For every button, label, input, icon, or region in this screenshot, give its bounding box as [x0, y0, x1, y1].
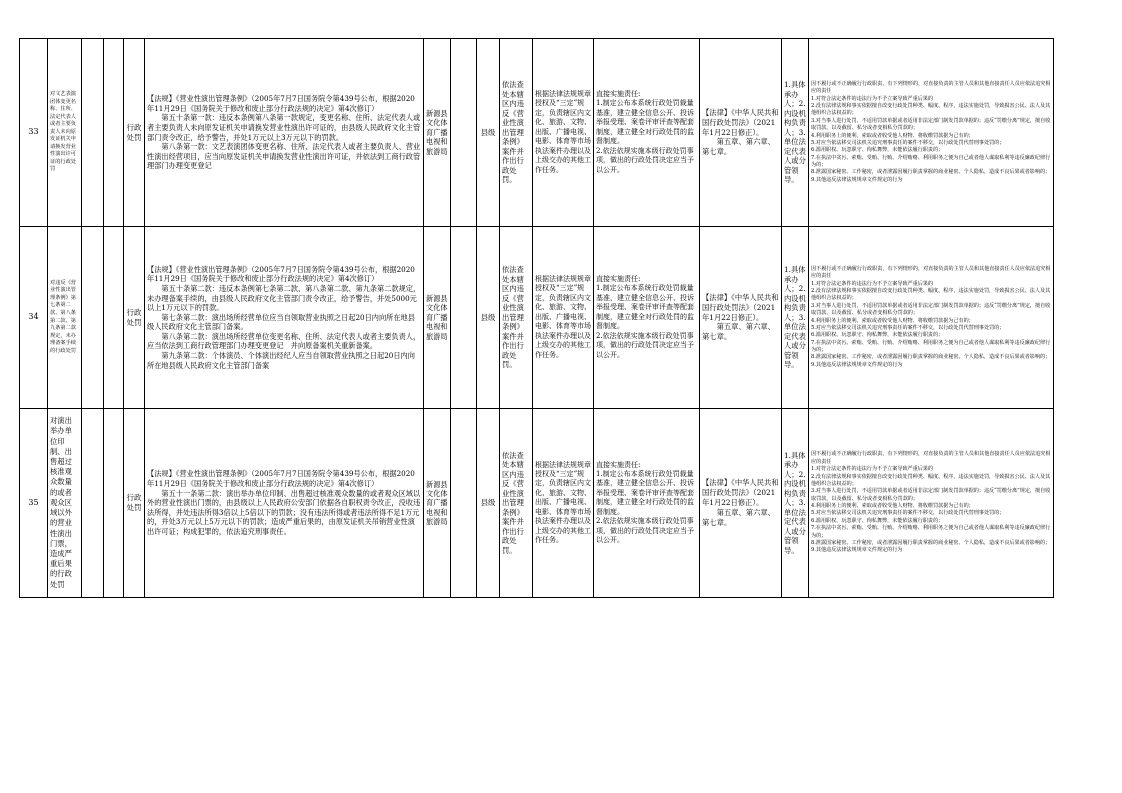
row-number: 34: [20, 227, 48, 409]
legal-basis-paragraph: 第八条第二款：演出场所经营单位变更名称、住所、法定代表人或者主要负责人，应当依法到工商行政管理部门办理变更登记 并向原备案机关重新备案。: [147, 331, 421, 351]
law-chapters: 第五章、第六章、第七章。: [702, 507, 775, 527]
accountability-item: 2.没有法律法规和事实依据擅自改变行政处罚种类、幅度、程序，违法实施处罚，导致损害公民、法人及其他组织合法权益的；: [811, 103, 1051, 117]
law-chapters: 第五章、第六章、第七章。: [702, 137, 775, 157]
accountability-clauses: [809, 227, 1054, 409]
exercise-level: 县级: [477, 227, 500, 409]
accountability-item: 1.对符合法定条件的违法行为不予立案导致严重后果的: [811, 95, 934, 102]
item-name: 对文艺表演团体变更名称、住所、法定代表人或者主要负责人未向原发证机关申请换发营业性演出许可证的行政处罚: [48, 39, 82, 227]
duty-item: 2.依法依规实施本级行政处罚事项，做出的行政处罚决定应当予以公开。: [596, 517, 694, 545]
table-row: [20, 227, 1054, 409]
accountability-item: 1.对符合法定条件的违法行为不予立案导致严重后果的: [811, 280, 934, 287]
responsibility-scope: 依法查处本辖区内违反《营业性演出管理条例》案件并作出行政处罚。: [500, 409, 533, 598]
empty-cell: [82, 39, 104, 227]
law-chapters: 第五章、第六章、第七章。: [702, 322, 775, 342]
empty-cell: [451, 39, 477, 227]
accountability-item: 2.没有法律法规和事实依据擅自改变行政处罚种类、幅度、程序，违法实施处罚，导致损害公民、法人及其他组织合法权益的；: [811, 473, 1051, 487]
accountability-item: 4.利用职务上的便利，索取或者收受他人财物、将收缴罚款据为己有的；: [811, 503, 974, 509]
responsible-subject: 1.具体承办人；2.内设机构负责人；3.单位法定代表人或分管领导。: [782, 227, 809, 409]
table-row: [20, 409, 1054, 598]
accountability-item: 8.泄露国家秘密、工作秘密，或者泄露因履行职责掌握的商业秘密、个人隐私，造成不良后果或者影响的；: [811, 354, 1051, 361]
responsibility-scope: 依法查处本辖区内违反《营业性演出管理条例》案件并作出行政处罚。: [500, 227, 533, 409]
accountability-item: 因不履行或不正确履行行政职责，有下列情形的，对直接负责的主管人员和其他直接责任人员应依法追究相应的责任: [811, 80, 1051, 95]
empty-cell: [104, 39, 124, 227]
law-title: 【法律】《中华人民共和国行政处罚法》（2021年1月22日修正）。: [702, 292, 779, 322]
legal-basis-paragraph: 【法规】《营业性演出管理条例》（2005年7月7日国务院令第439号公布，根据2020年11月29日《国务院关于修改和废止部分行政法规的决定》第4次修订）: [147, 94, 415, 113]
implementing-department: 新源县文化体育广播电视和旅游局: [424, 227, 451, 409]
legal-basis-paragraph: 第七条第二款：演出场所经营单位应当自领取营业执照之日起20日内向所在地县级人民政府文化主管部门备案。: [147, 312, 415, 332]
legal-basis: [145, 227, 424, 409]
duty-item: 1.制定公布本系统行政处罚裁量基准，建立健全信息公开、投诉举报受理、案卷评审评查等配套制度，建立健全对行政处罚的监督制度。: [596, 99, 694, 146]
accountability-item: 5.对应当依法移交司法机关追究刑事责任的案件不移交，以行政处罚代替刑事处罚的；: [811, 139, 1005, 146]
accountability-item: 7.在执法中贪污、索贿、受贿、行贿、介绍贿赂、利用职务之便为自己或者他人谋取私利等违反廉政纪律行为的；: [811, 525, 1051, 539]
legal-basis-paragraph: 第五十条第二款：违反本条例第七条第二款、第八条第二款、第九条第二款规定，未办理备案手续的，由县级人民政府文化主管部门责令改正，给予警告，并处5000元以上1万元以下的罚款。: [147, 283, 421, 313]
row-number: 33: [20, 39, 48, 227]
duty-item: 2.依法依规实施本级行政处罚事项，做出的行政处罚决定应当予以公开。: [596, 331, 694, 359]
empty-cell: [82, 227, 104, 409]
table-row: [20, 39, 1054, 227]
accountability-item: 2.没有法律法规和事实依据擅自改变行政处罚种类、幅度、程序，违法实施处罚，导致损害公民、法人及其他组织合法权益的；: [811, 288, 1051, 302]
duty-item: 1.制定公布本系统行政处罚裁量基准，建立健全信息公开、投诉举报受理、案卷评审评查等配套制度，建立健全对行政处罚的监督制度。: [596, 469, 694, 516]
duty-basis: 根据法律法规规章授权及“三定”规定，负责辖区内文化、旅游、文物、出版、广播电视、电影、体育等市场执法案件办理以及上级交办的其他工作任务。: [533, 39, 594, 227]
accountability-item: 9.其他违反法律法规规章文件规定的行为: [811, 361, 903, 368]
law-title: 【法律】《中华人民共和国行政处罚法》（2021年1月22日修正）。: [702, 478, 779, 508]
accountability-item: 6.滥用职权、玩忽职守、徇私舞弊，未能依法履行职责的；: [811, 517, 944, 524]
duty-item: 2.依法依规实施本级行政处罚事项，做出的行政处罚决定应当予以公开。: [596, 146, 694, 174]
empty-cell: [82, 409, 104, 598]
duty-item: 直接实施责任:: [596, 460, 641, 469]
empty-cell: [451, 409, 477, 598]
accountability-item: 因不履行或不正确履行行政职责，有下列情形的，对直接负责的主管人员和其他直接责任人员应依法追究相应的责任: [811, 451, 1051, 465]
accountability-item: 1.对符合法定条件的违法行为不予立案导致严重后果的: [811, 466, 934, 473]
accountability-item: 8.泄露国家秘密、工作秘密，或者泄露因履行职责掌握的商业秘密、个人隐私，造成不良后果或者影响的；: [811, 539, 1051, 546]
duty-basis: 根据法律法规规章授权及“三定”规定，负责辖区内文化、旅游、文物、出版、广播电视、电影、体育等市场执法案件办理以及上级交办的其他工作任务。: [533, 409, 594, 598]
law-reference: [700, 39, 782, 227]
accountability-item: 5.对应当依法移交司法机关追究刑事责任的案件不移交，以行政处罚代替刑事处罚的；: [811, 324, 1005, 331]
accountability-item: 4.利用职务上的便利，索取或者收受他人财物、将收缴罚款据为己有的；: [811, 317, 974, 324]
accountability-item: 7.在执法中贪污、索贿、受贿、行贿、介绍贿赂、利用职务之便为自己或者他人谋取私利等违反廉政纪律行为的；: [811, 154, 1051, 168]
accountability-item: 因不履行或不正确履行行政职责，有下列情形的，对直接负责的主管人员和其他直接责任人员应依法追究相应的责任: [811, 265, 1051, 280]
empty-cell: [104, 227, 124, 409]
legal-basis-paragraph: 第九条第二款：个体演员、个体演出经纪人应当自领取营业执照之日起20日内向所在地县级人民政府文化主管部门备案: [147, 351, 415, 370]
exercise-level: 县级: [477, 39, 500, 227]
implementing-department: 新源县文化体育广播电视和旅游局: [424, 409, 451, 598]
legal-basis-paragraph: 第五十一条第二款：演出举办单位印制、出售超过核准观众数量的或者观众区域以外的营业性演出门票的，由县级以上人民政府公安部门依据各自职权责令改正，没收违法所得，并处违法所得3倍以上5倍以下的罚款；没有违法所得或者违法所得不足1万元的，并处3万元以上5万元以下的罚款；造成严重后果的，由原发证机关吊销营业性演出许可证；构成犯罪的，依法追究刑事责任。: [147, 488, 421, 536]
legal-basis: [145, 409, 424, 598]
row-number: 35: [20, 409, 48, 598]
item-type: 行政处罚: [124, 39, 145, 227]
duty-items: [594, 409, 700, 598]
accountability-item: 6.滥用职权、玩忽职守、徇私舞弊，未能依法履行职责的；: [811, 332, 944, 339]
accountability-clauses: [809, 39, 1054, 227]
responsible-subject: 1.具体承办人；2.内设机构负责人；3.单位法定代表人或分管领导。: [782, 409, 809, 598]
accountability-item: 5.对应当依法移交司法机关追究刑事责任的案件不移交，以行政处罚代替刑事处罚的；: [811, 510, 1005, 517]
item-type: 行政处罚: [124, 227, 145, 409]
accountability-item: 9.其他违反法律法规规章文件规定的行为: [811, 176, 903, 183]
law-title: 【法律】《中华人民共和国行政处罚法》（2021年1月22日修正）。: [702, 107, 779, 137]
accountability-item: 6.滥用职权、玩忽职守、徇私舞弊，未能依法履行职责的；: [811, 147, 944, 154]
item-type: 行政处罚: [124, 409, 145, 598]
accountability-item: 8.泄露国家秘密、工作秘密，或者泄露因履行职责掌握的商业秘密、个人隐私，造成不良后果或者影响的；: [811, 169, 1051, 176]
accountability-clauses: [809, 409, 1054, 598]
empty-cell: [104, 409, 124, 598]
law-reference: [700, 227, 782, 409]
legal-basis-paragraph: 【法规】《营业性演出管理条例》（2005年7月7日国务院令第439号公布，根据2020年11月29日《国务院关于修改和废止部分行政法规的决定》第4次修订）: [147, 264, 415, 284]
duty-items: [594, 39, 700, 227]
responsible-subject: 1.具体承办人；2.内设机构负责人；3.单位法定代表人或分管领导。: [782, 39, 809, 227]
implementing-department: 新源县文化体育广播电视和旅游局: [424, 39, 451, 227]
item-name: 对违反《营业性演出管理条例》第七条第二款、第八条第二款、第九条第二款规定，未办理备案手续的行政处罚: [48, 227, 82, 409]
accountability-item: 4.利用职务上的便利，索取或者收受他人财物、将收缴罚款据为己有的；: [811, 132, 974, 139]
exercise-level: 县级: [477, 409, 500, 598]
item-name: 对演出举办单位印制、出售超过核准观众数量的或者观众区域以外的营业性演出门票，造成严重后果的行政处罚: [48, 409, 82, 598]
legal-basis-paragraph: 第五十条第一款：违反本条例第八条第一款规定，变更名称、住所、法定代表人或者主要负责人未向原发证机关申请换发营业性演出许可证的，由县级人民政府文化主管部门责令改正，给予警告，并处1万元以上3万元以下的罚款。: [147, 113, 421, 142]
duty-item: 直接实施责任:: [596, 90, 641, 99]
duty-item: 直接实施责任:: [596, 275, 641, 284]
duty-item: 1.制定公布本系统行政处罚裁量基准，建立健全信息公开、投诉举报受理、案卷评审评查等配套制度，建立健全对行政处罚的监督制度。: [596, 284, 694, 331]
accountability-item: 3.对当事人进行处罚，不适用罚款单据或者适用非法定部门制发罚款单据的；违反“罚缴分离”规定，擅自收取罚款，以及截留、私分或者变相私分罚款的；: [811, 488, 1051, 502]
legal-basis-paragraph: 第八条第一款：文艺表演团体变更名称、住所、法定代表人或者主要负责人、营业性演出经营项目，应当向原发证机关申请换发营业性演出许可证，并依法到工商行政管理部门办理变更登记: [147, 142, 421, 171]
accountability-item: 3.对当事人进行处罚，不适用罚款单据或者适用非法定部门制发罚款单据的；违反“罚缴分离”规定，擅自收取罚款，以及截留、私分或者变相私分罚款的；: [811, 302, 1051, 317]
accountability-item: 7.在执法中贪污、索贿、受贿、行贿、介绍贿赂、利用职务之便为自己或者他人谋取私利等违反廉政纪律行为的；: [811, 339, 1051, 353]
empty-cell: [451, 227, 477, 409]
legal-basis: [145, 39, 424, 227]
duty-basis: 根据法律法规规章授权及“三定”规定，负责辖区内文化、旅游、文物、出版、广播电视、电影、体育等市场执法案件办理以及上级交办的其他工作任务。: [533, 227, 594, 409]
legal-basis-paragraph: 【法规】《营业性演出管理条例》（2005年7月7日国务院令第439号公布，根据2020年11月29日《国务院关于修改和废止部分行政法规的决定》第4次修订）: [147, 469, 415, 489]
power-list-table: [19, 38, 1054, 598]
accountability-item: 9.其他违反法律法规规章文件规定的行为: [811, 547, 903, 554]
responsibility-scope: 依法查处本辖区内违反《营业性演出管理条例》案件并作出行政处罚。: [500, 39, 533, 227]
duty-items: [594, 227, 700, 409]
accountability-item: 3.对当事人进行处罚，不适用罚款单据或者适用非法定部门制发罚款单据的；违反“罚缴分离”规定，擅自收取罚款，以及截留、私分或者变相私分罚款的；: [811, 117, 1051, 132]
law-reference: [700, 409, 782, 598]
